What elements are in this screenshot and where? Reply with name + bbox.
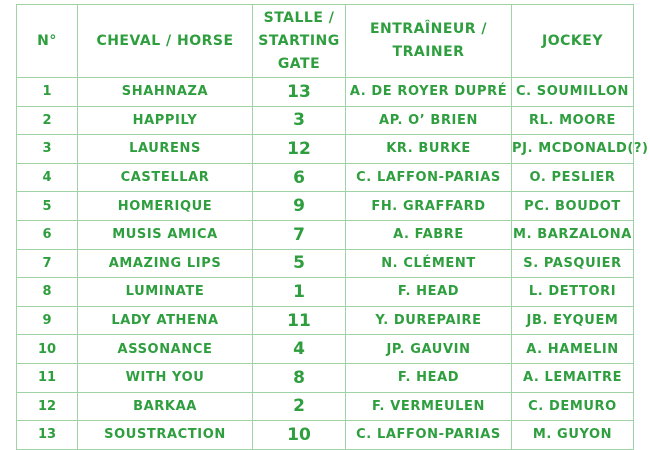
cell-horse: HOMERIQUE — [78, 192, 253, 221]
cell-num: 5 — [17, 192, 78, 221]
table-row — [17, 106, 634, 135]
cell-jockey: JB. EYQUEM — [512, 306, 634, 335]
cell-horse: MUSIS AMICA — [78, 220, 253, 249]
header-jockey: JOCKEY — [512, 5, 634, 78]
header-gate-line3: GATE — [277, 55, 321, 72]
cell-gate: 3 — [253, 106, 346, 135]
cell-trainer: F. HEAD — [346, 363, 512, 392]
header-trainer-line1: ENTRAÎNEUR / — [369, 21, 488, 37]
cell-num: 9 — [17, 306, 78, 335]
header-trainer-line2: TRAINER — [392, 44, 465, 60]
table-row — [17, 163, 634, 192]
cell-trainer: A. FABRE — [346, 220, 512, 249]
header-row — [17, 5, 634, 78]
header-trainer — [346, 5, 512, 78]
cell-horse: CASTELLAR — [78, 163, 253, 192]
cell-trainer: Y. DUREPAIRE — [346, 306, 512, 335]
cell-trainer: KR. BURKE — [346, 135, 512, 164]
cell-num: 11 — [17, 363, 78, 392]
cell-jockey: C. DEMURO — [512, 392, 634, 421]
cell-gate: 6 — [253, 163, 346, 192]
cell-jockey: A. HAMELIN — [512, 335, 634, 364]
header-num: N° — [17, 5, 78, 78]
table-row — [17, 421, 634, 450]
cell-trainer: JP. GAUVIN — [346, 335, 512, 364]
runners-table — [16, 4, 649, 450]
cell-jockey: PJ. MCDONALD(?) — [512, 135, 634, 164]
cell-horse: SOUSTRACTION — [78, 421, 253, 450]
cell-num: 4 — [17, 163, 78, 192]
cell-trainer: FH. GRAFFARD — [346, 192, 512, 221]
header-gate-line2: STARTING — [258, 32, 340, 49]
cell-jockey: O. PESLIER — [512, 163, 634, 192]
table-row — [17, 278, 634, 307]
cell-num: 6 — [17, 220, 78, 249]
cell-horse: HAPPILY — [78, 106, 253, 135]
cell-jockey: L. DETTORI — [512, 278, 634, 307]
cell-gate: 9 — [253, 192, 346, 221]
cell-gate: 2 — [253, 392, 346, 421]
cell-num: 12 — [17, 392, 78, 421]
cell-gate: 12 — [253, 135, 346, 164]
cell-num: 1 — [17, 78, 78, 107]
cell-horse: SHAHNAZA — [78, 78, 253, 107]
table-row — [17, 135, 634, 164]
cell-gate: 11 — [253, 306, 346, 335]
cell-horse: LADY ATHENA — [78, 306, 253, 335]
cell-jockey: RL. MOORE — [512, 106, 634, 135]
table-row — [17, 192, 634, 221]
table-row — [17, 220, 634, 249]
table-row — [17, 392, 634, 421]
cell-jockey: PC. BOUDOT — [512, 192, 634, 221]
cell-num: 10 — [17, 335, 78, 364]
cell-num: 2 — [17, 106, 78, 135]
header-horse: CHEVAL / HORSE — [78, 5, 253, 78]
cell-num: 3 — [17, 135, 78, 164]
cell-horse: BARKAA — [78, 392, 253, 421]
cell-jockey: S. PASQUIER — [512, 249, 634, 278]
cell-trainer: F. HEAD — [346, 278, 512, 307]
cell-trainer: N. CLÉMENT — [346, 249, 512, 278]
table-body — [17, 78, 649, 450]
table-row — [17, 335, 634, 364]
cell-jockey: M. BARZALONA — [512, 220, 634, 249]
table-row — [17, 249, 634, 278]
cell-trainer: C. LAFFON-PARIAS — [346, 163, 512, 192]
cell-num: 13 — [17, 421, 78, 450]
table-row — [17, 306, 634, 335]
cell-gate: 8 — [253, 363, 346, 392]
cell-horse: AMAZING LIPS — [78, 249, 253, 278]
cell-trainer: A. DE ROYER DUPRÉ — [346, 78, 512, 107]
cell-gate: 4 — [253, 335, 346, 364]
cell-jockey: A. LEMAITRE — [512, 363, 634, 392]
cell-gate: 5 — [253, 249, 346, 278]
cell-gate: 7 — [253, 220, 346, 249]
cell-gate: 1 — [253, 278, 346, 307]
cell-num: 7 — [17, 249, 78, 278]
header-gate-line1: STALLE / — [263, 9, 335, 26]
cell-trainer: AP. O’ BRIEN — [346, 106, 512, 135]
cell-gate: 13 — [253, 78, 346, 107]
cell-horse: ASSONANCE — [78, 335, 253, 364]
cell-horse: LAURENS — [78, 135, 253, 164]
cell-horse: LUMINATE — [78, 278, 253, 307]
cell-jockey: C. SOUMILLON — [512, 78, 634, 107]
cell-gate: 10 — [253, 421, 346, 450]
cell-horse: WITH YOU — [78, 363, 253, 392]
table-row — [17, 78, 634, 107]
table-header — [17, 5, 634, 78]
header-gate — [253, 5, 346, 78]
runners-table-container — [16, 4, 649, 450]
cell-trainer: C. LAFFON-PARIAS — [346, 421, 512, 450]
cell-num: 8 — [17, 278, 78, 307]
cell-jockey: M. GUYON — [512, 421, 634, 450]
table-row — [17, 363, 634, 392]
cell-trainer: F. VERMEULEN — [346, 392, 512, 421]
